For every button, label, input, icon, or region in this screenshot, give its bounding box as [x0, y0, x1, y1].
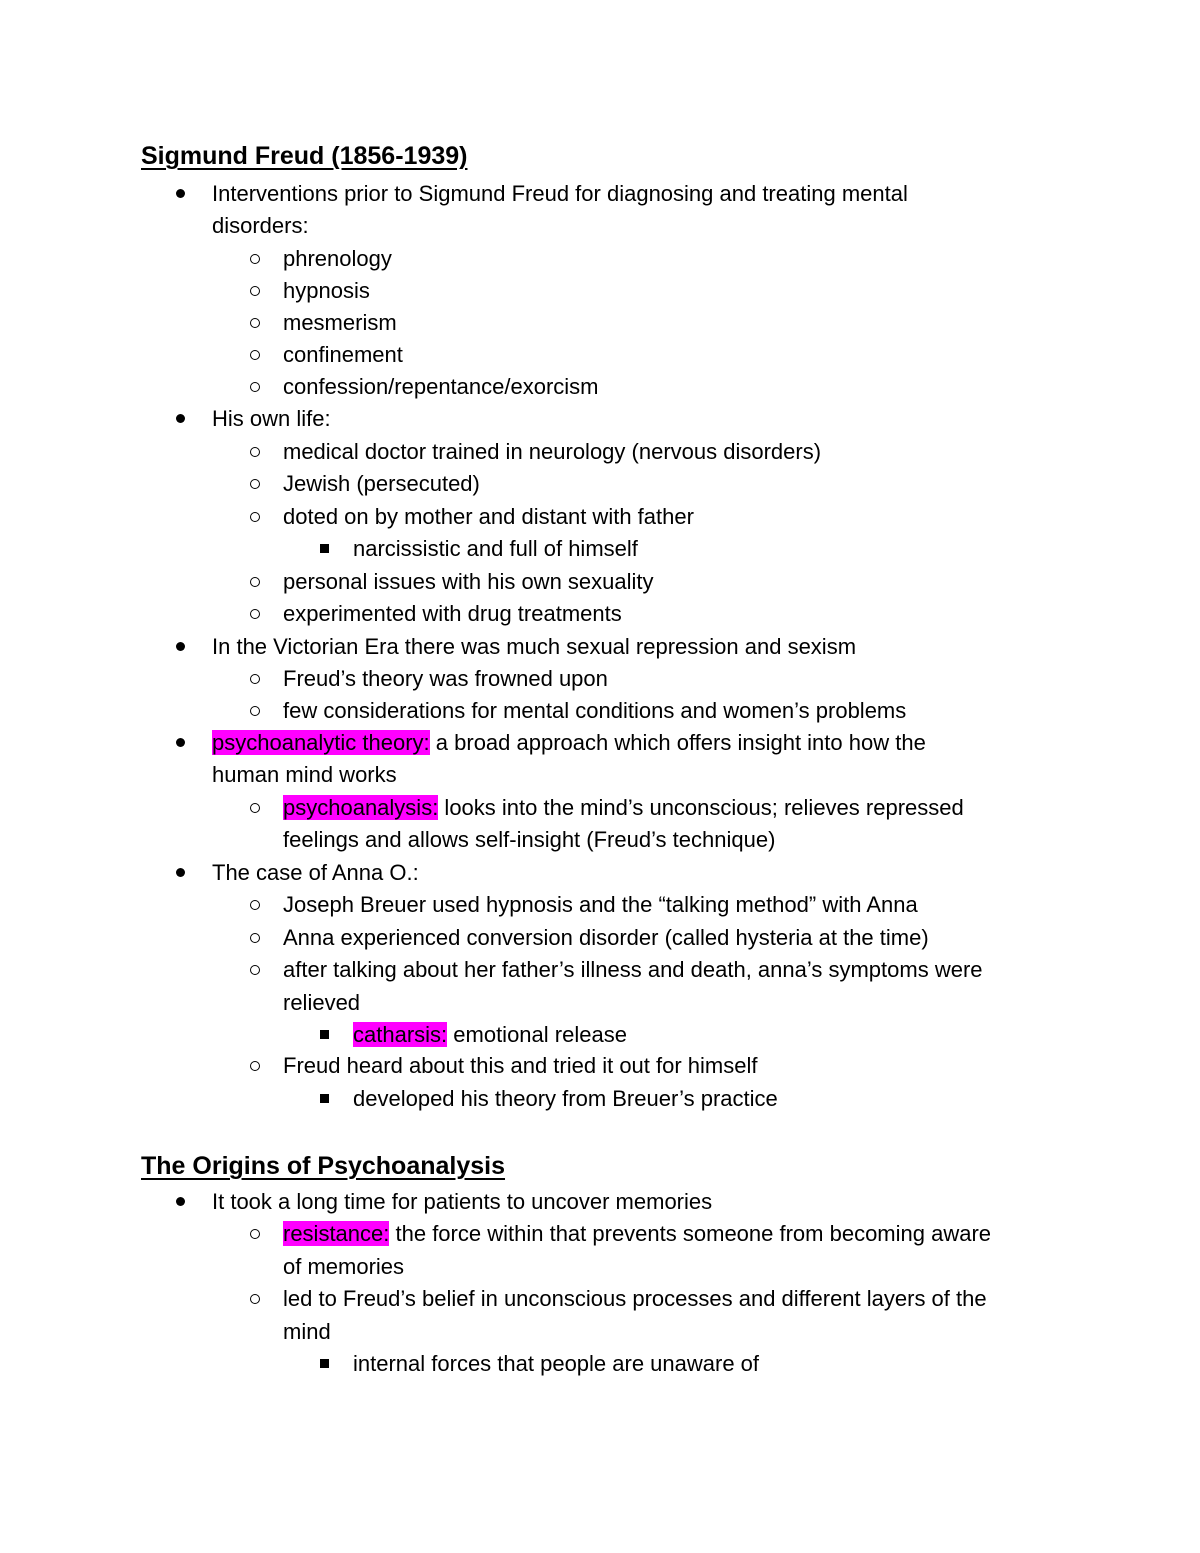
item-text: Freud’s theory was frowned upon	[283, 666, 608, 691]
list-item	[0, 403, 1200, 435]
bullet-square-icon	[314, 1083, 334, 1115]
list-item	[0, 307, 1200, 339]
bullet-ring-icon	[245, 663, 265, 695]
bullet-dot-icon	[170, 857, 190, 889]
highlighted-term: psychoanalysis:	[283, 795, 439, 820]
item-text: Freud heard about this and tried it out for himself	[283, 1053, 758, 1078]
bullet-ring-icon	[245, 371, 265, 403]
item-text: medical doctor trained in neurology (nervous disorders)	[283, 439, 822, 464]
item-text	[212, 727, 926, 759]
item-text: mesmerism	[283, 310, 397, 335]
item-text: Jewish (persecuted)	[283, 471, 480, 496]
list-item	[0, 275, 1200, 307]
list-item	[0, 1083, 1200, 1115]
item-text: confession/repentance/exorcism	[283, 374, 599, 399]
term-definition: looks into the mind’s unconscious; relieves repressed	[438, 795, 964, 820]
bullet-ring-icon	[245, 792, 265, 824]
bullet-ring-icon	[245, 243, 265, 275]
item-text-continuation: disorders:	[212, 213, 309, 238]
item-text: experimented with drug treatments	[283, 601, 622, 626]
list-item	[0, 631, 1200, 663]
item-text	[283, 792, 964, 824]
highlighted-term: resistance:	[283, 1221, 390, 1246]
item-text: personal issues with his own sexuality	[283, 569, 654, 594]
list-item	[0, 1019, 1200, 1051]
bullet-square-icon	[314, 1019, 334, 1051]
item-text-continuation: mind	[283, 1319, 331, 1344]
list-item	[0, 954, 1200, 986]
list-item	[0, 178, 1200, 210]
highlighted-term: catharsis:	[353, 1022, 448, 1047]
bullet-ring-icon	[245, 339, 265, 371]
term-definition: a broad approach which offers insight into how the	[429, 730, 926, 755]
item-text: confinement	[283, 342, 403, 367]
item-text: phrenology	[283, 246, 392, 271]
bullet-ring-icon	[245, 1050, 265, 1082]
bullet-dot-icon	[170, 178, 190, 210]
list-item	[0, 792, 1200, 824]
item-text-continuation: of memories	[283, 1254, 405, 1279]
list-item	[0, 243, 1200, 275]
list-item	[0, 1186, 1200, 1218]
list-item	[0, 695, 1200, 727]
bullet-ring-icon	[245, 566, 265, 598]
item-text: Interventions prior to Sigmund Freud for diagnosing and treating mental	[212, 181, 908, 206]
bullet-dot-icon	[170, 631, 190, 663]
bullet-ring-icon	[245, 922, 265, 954]
list-item	[0, 1218, 1200, 1250]
bullet-ring-icon	[245, 1283, 265, 1315]
term-definition: emotional release	[447, 1022, 627, 1047]
list-item	[0, 1050, 1200, 1082]
item-text: hypnosis	[283, 278, 370, 303]
bullet-ring-icon	[245, 695, 265, 727]
list-item	[0, 889, 1200, 921]
item-text: doted on by mother and distant with father	[283, 504, 694, 529]
item-text: Anna experienced conversion disorder (called hysteria at the time)	[283, 925, 929, 950]
item-text: His own life:	[212, 406, 331, 431]
bullet-ring-icon	[245, 889, 265, 921]
bullet-ring-icon	[245, 307, 265, 339]
item-text	[283, 1218, 991, 1250]
item-text: internal forces that people are unaware of	[353, 1351, 760, 1376]
list-item	[0, 436, 1200, 468]
bullet-dot-icon	[170, 1186, 190, 1218]
item-text-continuation: relieved	[283, 990, 361, 1015]
list-item	[0, 922, 1200, 954]
item-text: The case of Anna O.:	[212, 860, 419, 885]
bullet-ring-icon	[245, 436, 265, 468]
bullet-ring-icon	[245, 275, 265, 307]
item-text: Joseph Breuer used hypnosis and the “talking method” with Anna	[283, 892, 918, 917]
item-text: led to Freud’s belief in unconscious processes and different layers of the	[283, 1286, 987, 1311]
item-text: It took a long time for patients to uncover memories	[212, 1189, 713, 1214]
term-definition: the force within that prevents someone from becoming aware	[389, 1221, 992, 1246]
section-heading-origins: The Origins of Psychoanalysis	[141, 1152, 506, 1180]
bullet-square-icon	[314, 1348, 334, 1380]
bullet-square-icon	[314, 533, 334, 565]
bullet-ring-icon	[245, 598, 265, 630]
list-item	[0, 1283, 1200, 1315]
item-text: narcissistic and full of himself	[353, 536, 638, 561]
list-item	[0, 501, 1200, 533]
item-text: In the Victorian Era there was much sexual repression and sexism	[212, 634, 857, 659]
list-item	[0, 533, 1200, 565]
list-item	[0, 468, 1200, 500]
list-item	[0, 566, 1200, 598]
list-item	[0, 1348, 1200, 1380]
bullet-ring-icon	[245, 501, 265, 533]
item-text: after talking about her father’s illness and death, anna’s symptoms were	[283, 957, 983, 982]
bullet-ring-icon	[245, 1218, 265, 1250]
item-text-continuation: human mind works	[212, 762, 397, 787]
bullet-dot-icon	[170, 403, 190, 435]
list-item	[0, 857, 1200, 889]
item-text	[353, 1019, 627, 1051]
list-item	[0, 727, 1200, 759]
item-text: developed his theory from Breuer’s practice	[353, 1086, 778, 1111]
bullet-dot-icon	[170, 727, 190, 759]
list-item	[0, 371, 1200, 403]
item-text-continuation: feelings and allows self-insight (Freud’s technique)	[283, 827, 776, 852]
bullet-ring-icon	[245, 468, 265, 500]
list-item	[0, 663, 1200, 695]
item-text: few considerations for mental conditions and women’s problems	[283, 698, 907, 723]
list-item	[0, 339, 1200, 371]
bullet-ring-icon	[245, 954, 265, 986]
list-item	[0, 598, 1200, 630]
section-heading-freud: Sigmund Freud (1856-1939)	[141, 142, 468, 170]
highlighted-term: psychoanalytic theory:	[212, 730, 430, 755]
